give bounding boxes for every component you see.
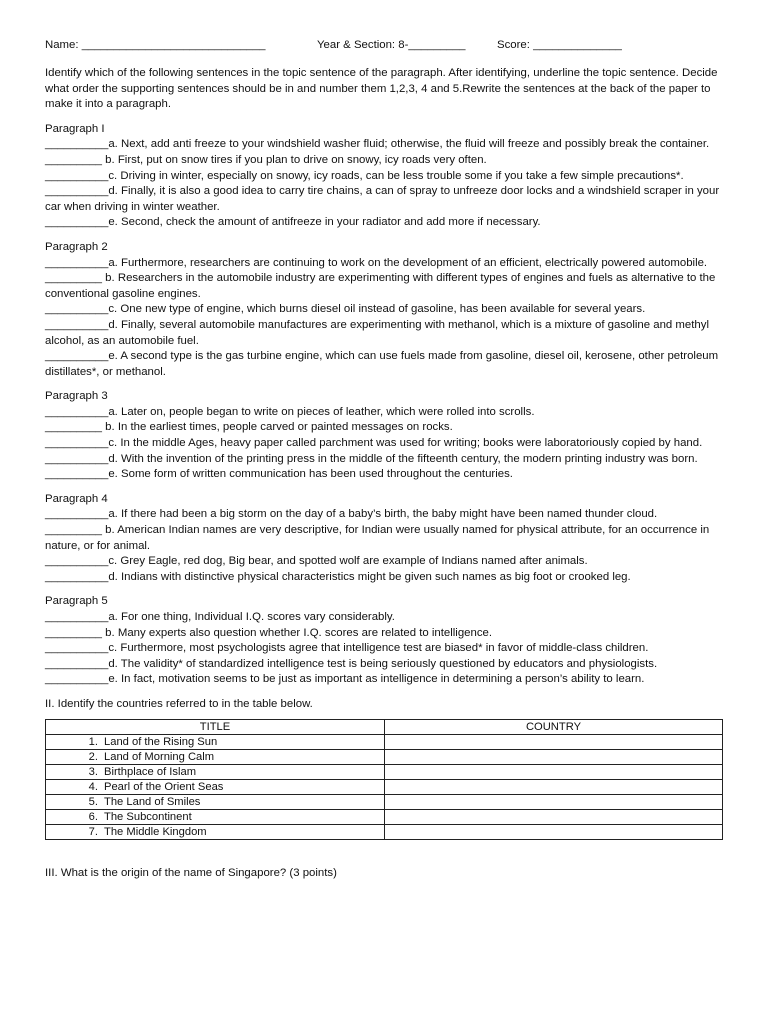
- title-cell: [46, 809, 385, 824]
- sentence-item[interactable]: __________a. Next, add anti freeze to your windshield washer fluid; otherwise, the fluid will freeze and possibly break the container.: [45, 138, 710, 151]
- paragraph-title: Paragraph 4: [45, 492, 108, 505]
- sentence-item[interactable]: __________e. Some form of written communication has been used throughout the centuries.: [45, 468, 513, 481]
- paragraph-2-section: [45, 240, 729, 380]
- sentence-item[interactable]: __________a. If there had been a big storm on the day of a baby’s birth, the baby might have been named thunder cloud.: [45, 508, 658, 521]
- table-header-row: [46, 719, 723, 734]
- worksheet-page: [45, 38, 729, 881]
- worksheet-header: [45, 38, 729, 54]
- country-answer-cell[interactable]: [385, 809, 723, 824]
- sentence-item[interactable]: __________d. Indians with distinctive physical characteristics might be given such names as big foot or crooked leg.: [45, 570, 631, 583]
- sentence-item[interactable]: _________ b. American Indian names are very descriptive, for Indian were usually named for physical attribute, for an occurrence in nature, or for animal.: [45, 524, 710, 552]
- country-answer-cell[interactable]: [385, 824, 723, 839]
- sentence-item[interactable]: _________ b. First, put on snow tires if you plan to drive on snowy, icy roads very often.: [45, 153, 487, 166]
- sentence-item[interactable]: __________c. Grey Eagle, red dog, Big bear, and spotted wolf are example of Indians named after animals.: [45, 555, 588, 568]
- row-title: Birthplace of Islam: [104, 765, 197, 778]
- sentence-item[interactable]: __________a. Later on, people began to write on pieces of leather, which were rolled into scrolls.: [45, 405, 535, 418]
- row-number: 6.: [88, 810, 98, 823]
- country-answer-cell[interactable]: [385, 734, 723, 749]
- score-field[interactable]: Score: ______________: [497, 39, 622, 51]
- row-number: 4.: [88, 780, 98, 793]
- row-title: Land of the Rising Sun: [104, 735, 218, 748]
- part-3-prompt: III. What is the origin of the name of Singapore? (3 points): [45, 866, 337, 879]
- paragraph-3-section: [45, 389, 729, 483]
- sentence-item[interactable]: __________a. For one thing, Individual I.Q. scores vary considerably.: [45, 611, 395, 623]
- table-row: [46, 809, 723, 824]
- row-title: The Subcontinent: [104, 810, 192, 823]
- row-number: 3.: [88, 765, 98, 778]
- sentence-item[interactable]: __________d. The validity* of standardized intelligence test is being seriously questioned by educators and physiologists.: [45, 657, 658, 670]
- title-cell: [46, 779, 385, 794]
- country-answer-cell[interactable]: [385, 764, 723, 779]
- sentence-item[interactable]: __________a. Furthermore, researchers are continuing to work on the development of an efficient, electrically powered automobile.: [45, 256, 708, 269]
- sentence-item[interactable]: __________c. Furthermore, most psychologists agree that intelligence test are biased* in favor of middle-class children.: [45, 642, 649, 655]
- paragraph-4-section: [45, 492, 729, 586]
- paragraph-5-section: [45, 594, 729, 688]
- column-header-country: COUNTRY: [385, 719, 723, 734]
- row-number: 5.: [88, 795, 98, 808]
- paragraph-title: Paragraph I: [45, 122, 105, 135]
- title-cell: [46, 749, 385, 764]
- sentence-item[interactable]: __________c. In the middle Ages, heavy paper called parchment was used for writing; books were laboratoriously copied by hand.: [45, 437, 703, 450]
- instructions: Identify which of the following sentences in the topic sentence of the paragraph. After identifying, underline the topic sentence. Decide what order the supporting sentences should be in and number them 1,2,3, 4 and 5.Rewrite the sentences at the back of the paper to make it into a paragraph.: [45, 67, 718, 111]
- row-number: 1.: [88, 735, 98, 748]
- column-header-title: TITLE: [46, 719, 385, 734]
- paragraph-1-section: [45, 122, 729, 231]
- name-field[interactable]: Name: _____________________________: [45, 39, 266, 51]
- table-row: [46, 794, 723, 809]
- country-answer-cell[interactable]: [385, 779, 723, 794]
- paragraph-title: Paragraph 2: [45, 240, 108, 253]
- row-title: The Land of Smiles: [104, 795, 201, 808]
- paragraph-title: Paragraph 5: [45, 595, 108, 608]
- title-cell: [46, 764, 385, 779]
- paragraph-title: Paragraph 3: [45, 390, 108, 403]
- part-2-prompt: II. Identify the countries referred to in the table below.: [45, 697, 313, 710]
- row-title: Land of Morning Calm: [104, 750, 215, 763]
- title-cell: [46, 824, 385, 839]
- sentence-item[interactable]: _________ b. Researchers in the automobile industry are experimenting with different types of engines and fuels as alternative to the conventional gasoline engines.: [45, 272, 716, 300]
- countries-table: [45, 719, 723, 840]
- title-cell: [46, 794, 385, 809]
- row-title: Pearl of the Orient Seas: [104, 780, 224, 793]
- sentence-item[interactable]: __________e. In fact, motivation seems to be just as important as intelligence in determining a person’s ability to learn.: [45, 673, 645, 686]
- year-section-field[interactable]: Year & Section: 8-_________: [317, 39, 466, 51]
- country-answer-cell[interactable]: [385, 749, 723, 764]
- table-row: [46, 824, 723, 839]
- table-row: [46, 749, 723, 764]
- sentence-item[interactable]: __________e. A second type is the gas turbine engine, which can use fuels made from gasoline, diesel oil, kerosene, other petroleum distillates*, or methanol.: [45, 350, 719, 378]
- sentence-item[interactable]: __________d. Finally, it is also a good idea to carry tire chains, a can of spray to unfreeze door locks and a windshield scraper in your car when driving in winter weather.: [45, 185, 720, 213]
- country-answer-cell[interactable]: [385, 794, 723, 809]
- sentence-item[interactable]: _________ b. In the earliest times, people carved or painted messages on rocks.: [45, 421, 453, 434]
- row-number: 7.: [88, 825, 98, 838]
- table-row: [46, 764, 723, 779]
- table-row: [46, 734, 723, 749]
- sentence-item[interactable]: __________c. One new type of engine, which burns diesel oil instead of gasoline, has been available for several years.: [45, 303, 646, 316]
- title-cell: [46, 734, 385, 749]
- sentence-item[interactable]: __________d. With the invention of the printing press in the middle of the fifteenth century, the modern printing industry was born.: [45, 452, 698, 465]
- sentence-item[interactable]: __________e. Second, check the amount of antifreeze in your radiator and add more if necessary.: [45, 216, 541, 229]
- sentence-item[interactable]: _________ b. Many experts also question whether I.Q. scores are related to intelligence.: [45, 626, 493, 639]
- sentence-item[interactable]: __________c. Driving in winter, especially on snowy, icy roads, can be less trouble some if you take a few simple precautions*.: [45, 169, 684, 182]
- row-title: The Middle Kingdom: [104, 825, 207, 838]
- sentence-item[interactable]: __________d. Finally, several automobile manufactures are experimenting with methanol, which is a mixture of gasoline and methyl alcohol, as an automobile fuel.: [45, 318, 709, 347]
- row-number: 2.: [88, 750, 98, 763]
- table-row: [46, 779, 723, 794]
